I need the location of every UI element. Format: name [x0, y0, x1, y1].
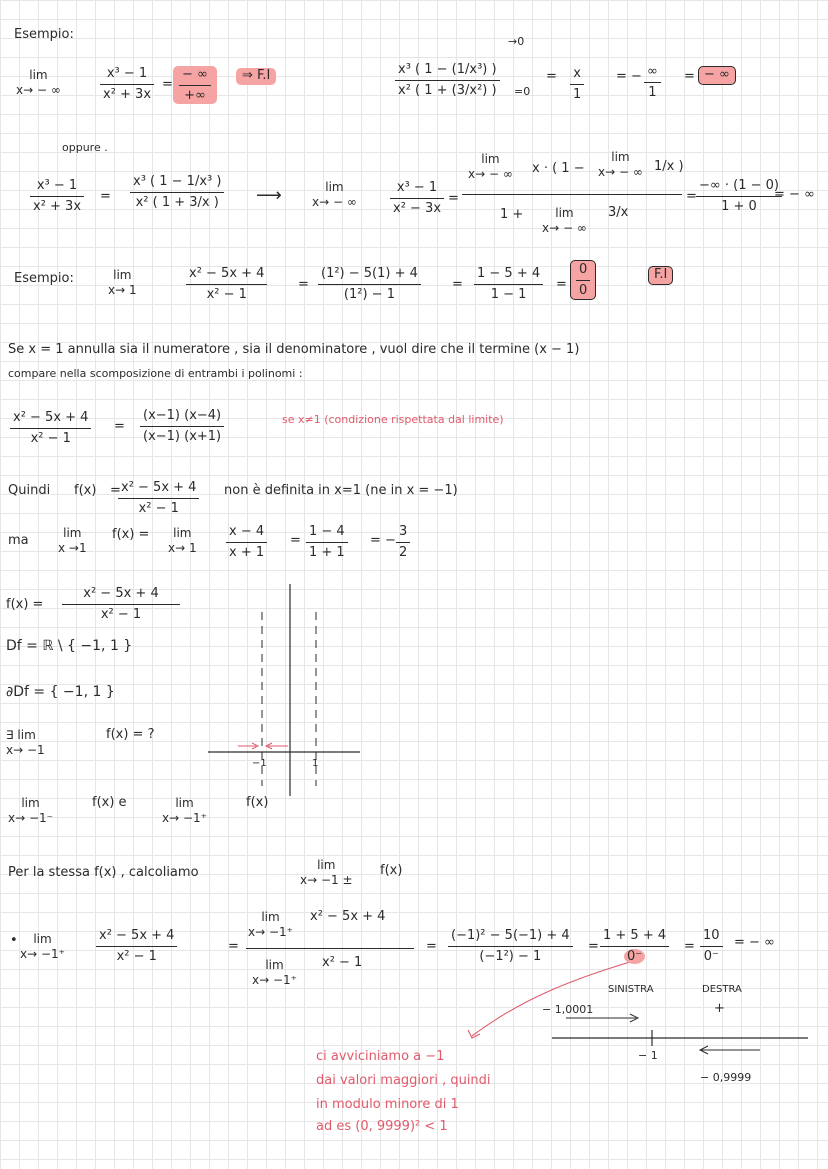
notebook-page: Esempio: lim x→ − ∞ x³ − 1 x² + 3x = − ∞ +∞ ⇒ F.I x³ ( 1 − (1/x³) ) x² ( 1 + (3/x²) ) →0 =0 = x 1 = − ∞ 1 = − ∞ oppure . x³ − 1 x² + 3x = x³ ( 1 − 1/x³ ) x² ( 1 + 3/x ) ⟶ lim x→ − ∞ x³ − 1 x² − 3x = lim x→ − ∞ x · ( 1 − lim x→ − ∞ 1/x ) 1 + lim x→ − ∞ 3/x = −∞ · (1 − 0) 1 + 0 = − ∞ Esempio: lim x→ 1 x² − 5x + 4 x² − 1 = (1²) − 5(1) + 4 (1²) − 1 = 1 − 5 + 4 1 − 1 = 0 0 F.I Se x = 1 annulla sia il numeratore , sia il denominatore , vuol dire che il termine (x − 1) compare nella scomposizione di entrambi i polinomi : x² − 5x + 4 x² − 1 = (x−1) (x−4) (x−1) (x+1) se x≠1 (condizione rispettata dal limite) Quindi f(x) = x² − 5x + 4 x² − 1 non è definita in x=1 (ne in x = −1) ma lim x →1 f(x) = lim x→ 1 x − 4 x + 1 = 1 − 4 1 + 1 = − 3 2 f(x) = x² − 5x + 4 x² − 1 Df = ℝ \ { −1, 1 } ∂Df = { −1, 1 } ∃ lim x→ −1 f(x) = ? lim x→ −1⁻ f(x) e lim x→ −1⁺ f(x) −1 1 Per la stessa f(x) , calcoliamo lim x→ −1 ± f(x) • lim x→ −1⁺ x² − 5x + 4 x² − 1 = lim x→ −1⁺ x² − 5x + 4 lim x→ −1⁺ x² − 1 = (−1)² − 5(−1) + 4 (−1²) − 1 = 1 + 5 + 4 0⁻ = 10 0⁻ = − ∞ SINISTRA − 1,0001 DESTRA + − 1 − 0,9999 ci avviciniamo a −1 dai valori maggiori , quindi in modulo minore di 1 ad es (0, 9999)² < 1 — [0, 0, 828, 1169]
fraction: x² − 5x + 4 x² − 1 — [96, 928, 177, 964]
right-side-label: DESTRA — [702, 984, 742, 995]
limit-label: lim x→ − ∞ — [312, 180, 357, 209]
tick-label: −1 — [252, 758, 267, 769]
fraction: 1 − 5 + 4 1 − 1 — [474, 266, 543, 302]
note-line: ad es (0, 9999)² < 1 — [316, 1119, 448, 1134]
indeterminate-form: ⇒ F.I — [236, 68, 276, 85]
limit-label: lim x→ − ∞ — [468, 152, 513, 181]
zero-over-zero: 0 0 — [570, 260, 596, 300]
factored-fraction: (x−1) (x−4) (x−1) (x+1) — [140, 408, 224, 444]
left-value: − 1,0001 — [542, 1003, 594, 1016]
limit-label: ∃ lim x→ −1 — [6, 728, 45, 757]
fraction: x² − 5x + 4 x² − 1 — [62, 586, 180, 622]
fraction: x³ − 1 x² + 3x — [100, 66, 154, 102]
explanation-line: compare nella scomposizione di entrambi i polinomi : — [8, 367, 303, 380]
indeterminate-form: F.I — [648, 266, 673, 285]
domain-boundary: ∂Df = { −1, 1 } — [6, 684, 115, 700]
arrow: ⟶ — [256, 185, 282, 206]
left-side-label: SINISTRA — [608, 984, 654, 995]
fraction: x − 4 x + 1 — [226, 524, 267, 560]
fraction: 10 0⁻ — [700, 928, 723, 964]
explanation-line: Per la stessa f(x) , calcoliamo — [8, 865, 199, 880]
fraction: ∞ 1 — [644, 64, 661, 100]
fraction: 1 + 5 + 4 0⁻ — [600, 928, 669, 964]
fraction: 1 − 4 1 + 1 — [306, 524, 348, 560]
oppure-label: oppure . — [62, 141, 108, 154]
fraction: x 1 — [570, 66, 584, 102]
domain: Df = ℝ \ { −1, 1 } — [6, 638, 133, 654]
fraction: x³ − 1 x² − 3x — [390, 180, 444, 216]
final-result: − ∞ — [698, 66, 736, 85]
tends-to-zero-note: →0 — [508, 35, 525, 48]
highlighted-result: − ∞ +∞ — [173, 66, 217, 104]
tick-label: 1 — [312, 758, 319, 769]
note-line: ci avviciniamo a −1 — [316, 1049, 445, 1064]
fraction: x² − 5x + 4 x² − 1 — [118, 480, 199, 516]
explanation-line: Se x = 1 annulla sia il numeratore , sia il denominatore , vuol dire che il termine (x − 1) — [8, 342, 580, 357]
note-line: dai valori maggiori , quindi — [316, 1073, 491, 1088]
tick-label: − 1 — [638, 1049, 658, 1062]
right-limit: lim x→ −1⁺ — [162, 796, 207, 825]
fraction: 3 2 — [396, 524, 410, 560]
limit-label: lim x→ − ∞ — [16, 68, 61, 97]
factored-fraction: x³ ( 1 − 1/x³ ) x² ( 1 + 3/x ) — [130, 174, 224, 210]
fraction: x² − 5x + 4 x² − 1 — [10, 410, 91, 446]
condition-note: se x≠1 (condizione rispettata dal limite) — [282, 413, 504, 426]
note-line: in modulo minore di 1 — [316, 1097, 459, 1112]
rewritten-fraction: x³ ( 1 − (1/x³) ) x² ( 1 + (3/x²) ) — [395, 62, 500, 98]
right-value: − 0,9999 — [700, 1071, 752, 1084]
fraction: (−1)² − 5(−1) + 4 (−1²) − 1 — [448, 928, 573, 964]
fraction: (1²) − 5(1) + 4 (1²) − 1 — [318, 266, 421, 302]
limit-label: lim x→ −1⁺ — [20, 932, 65, 961]
fraction: x² − 5x + 4 x² − 1 — [186, 266, 267, 302]
fraction: −∞ · (1 − 0) 1 + 0 — [696, 178, 782, 214]
limit-label: lim x →1 — [58, 526, 87, 555]
example-title: Esempio: — [14, 271, 74, 286]
example-title: Esempio: — [14, 27, 74, 42]
left-limit: lim x→ −1⁻ — [8, 796, 53, 825]
limit-label: lim x→ −1 ± — [300, 858, 353, 887]
fraction: x³ − 1 x² + 3x — [30, 178, 84, 214]
fraction-bar — [246, 948, 414, 949]
limit-label: lim x→ 1 — [108, 268, 137, 297]
